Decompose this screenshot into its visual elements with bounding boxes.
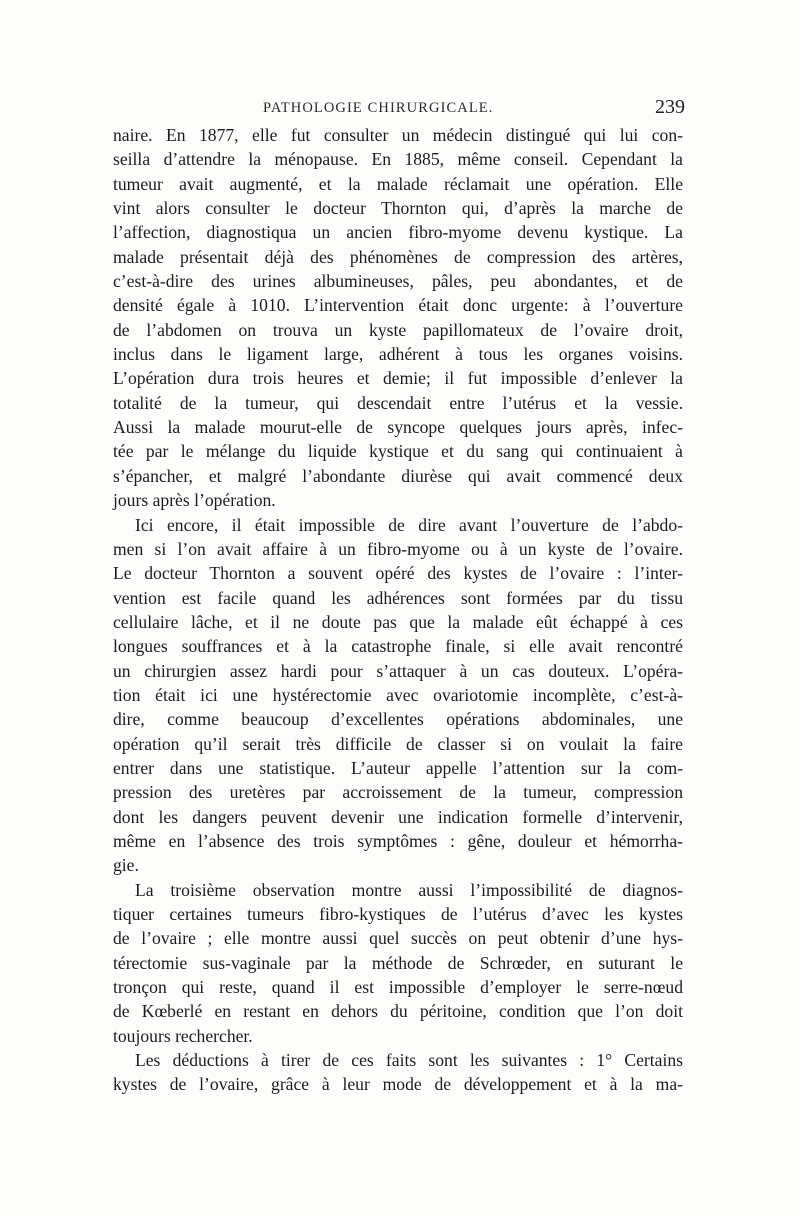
text-line: toujours rechercher. [113,1025,253,1046]
paragraph-first-line: La troisième observation montre aussi l’impossibilité de diagnos- [135,879,683,900]
text-line: inclus dans le ligament large, adhérent à tous les organes voisins. [113,344,683,365]
text-line: tée par le mélange du liquide kystique et du sang qui continuaient à [113,441,683,462]
text-line: gie. [113,855,139,876]
text-line: tion était ici une hystérectomie avec ovariotomie incomplète, c’est-à- [113,684,683,705]
text-line: de l’ovaire ; elle montre aussi quel succès on peut obtenir d’une hys- [113,928,683,949]
text-line: tronçon qui reste, quand il est impossible d’employer le serre-nœud [113,977,683,998]
text-line: vint alors consulter le docteur Thornton qui, d’après la marche de [113,198,683,219]
page-number: 239 [655,96,685,118]
paragraph-first-line: Les déductions à tirer de ces faits sont les suivantes : 1° Certains [135,1050,683,1071]
text-line: s’épancher, et malgré l’abondante diurèse qui avait commencé deux [113,465,683,486]
text-line: Le docteur Thornton a souvent opéré des kystes de l’ovaire : l’inter- [113,563,683,584]
text-line: l’affection, diagnostiqua un ancien fibro-myome devenu kystique. La [113,222,683,243]
text-line: densité égale à 1010. L’intervention était donc urgente: à l’ouverture [113,295,683,316]
paragraph-first-line: Ici encore, il était impossible de dire avant l’ouverture de l’abdo- [135,514,683,535]
text-line: entrer dans une statistique. L’auteur appelle l’attention sur la com- [113,757,683,778]
text-line: dont les dangers peuvent devenir une indication formelle d’intervenir, [113,806,683,827]
text-line: térectomie sus-vaginale par la méthode de Schrœder, en suturant le [113,952,683,973]
text-line: men si l’on avait affaire à un fibro-myome ou à un kyste de l’ovaire. [113,538,683,559]
text-line: de l’abdomen on trouva un kyste papillomateux de l’ovaire droit, [113,319,683,340]
text-line: un chirurgien assez hardi pour s’attaquer à un cas douteux. L’opéra- [113,660,683,681]
text-line: naire. En 1877, elle fut consulter un médecin distingué qui lui con- [113,125,683,145]
text-line: pression des uretères par accroissement de la tumeur, compression [113,782,683,803]
text-line: jours après l’opération. [113,490,276,511]
text-line: cellulaire lâche, et il ne doute pas que la malade eût échappé à ces [113,611,683,632]
text-line: seilla d’attendre la ménopause. En 1885, même conseil. Cependant la [113,149,683,170]
body-text [113,123,683,1097]
text-line: Aussi la malade mourut-elle de syncope quelques jours après, infec- [113,417,683,438]
text-line: L’opération dura trois heures et demie; il fut impossible d’enlever la [113,368,683,389]
text-line: malade présentait déjà des phénomènes de compression des artères, [113,246,683,267]
text-line: tiquer certaines tumeurs fibro-kystiques de l’utérus d’avec les kystes [113,904,683,924]
text-line: opération qu’il serait très difficile de classer si on voulait la faire [113,733,683,754]
text-line: longues souffrances et à la catastrophe finale, si elle avait rencontré [113,636,683,657]
running-head [113,96,683,122]
running-head-title: PATHOLOGIE CHIRURGICALE. [263,100,494,116]
text-line: c’est-à-dire des urines albumineuses, pâles, peu abondantes, et de [113,271,683,292]
text-line: kystes de l’ovaire, grâce à leur mode de développement et à la ma- [113,1074,683,1095]
text-line: dire, comme beaucoup d’excellentes opérations abdominales, une [113,709,683,730]
text-line: vention est facile quand les adhérences sont formées par du tissu [113,587,683,608]
text-line: de Kœberlé en restant en dehors du péritoine, condition que l’on doit [113,1001,683,1022]
text-line: totalité de la tumeur, qui descendait entre l’utérus et la vessie. [113,392,683,413]
text-line: tumeur avait augmenté, et la malade réclamait une opération. Elle [113,173,683,194]
text-line: même en l’absence des trois symptômes : gêne, douleur et hémorrha- [113,830,683,851]
